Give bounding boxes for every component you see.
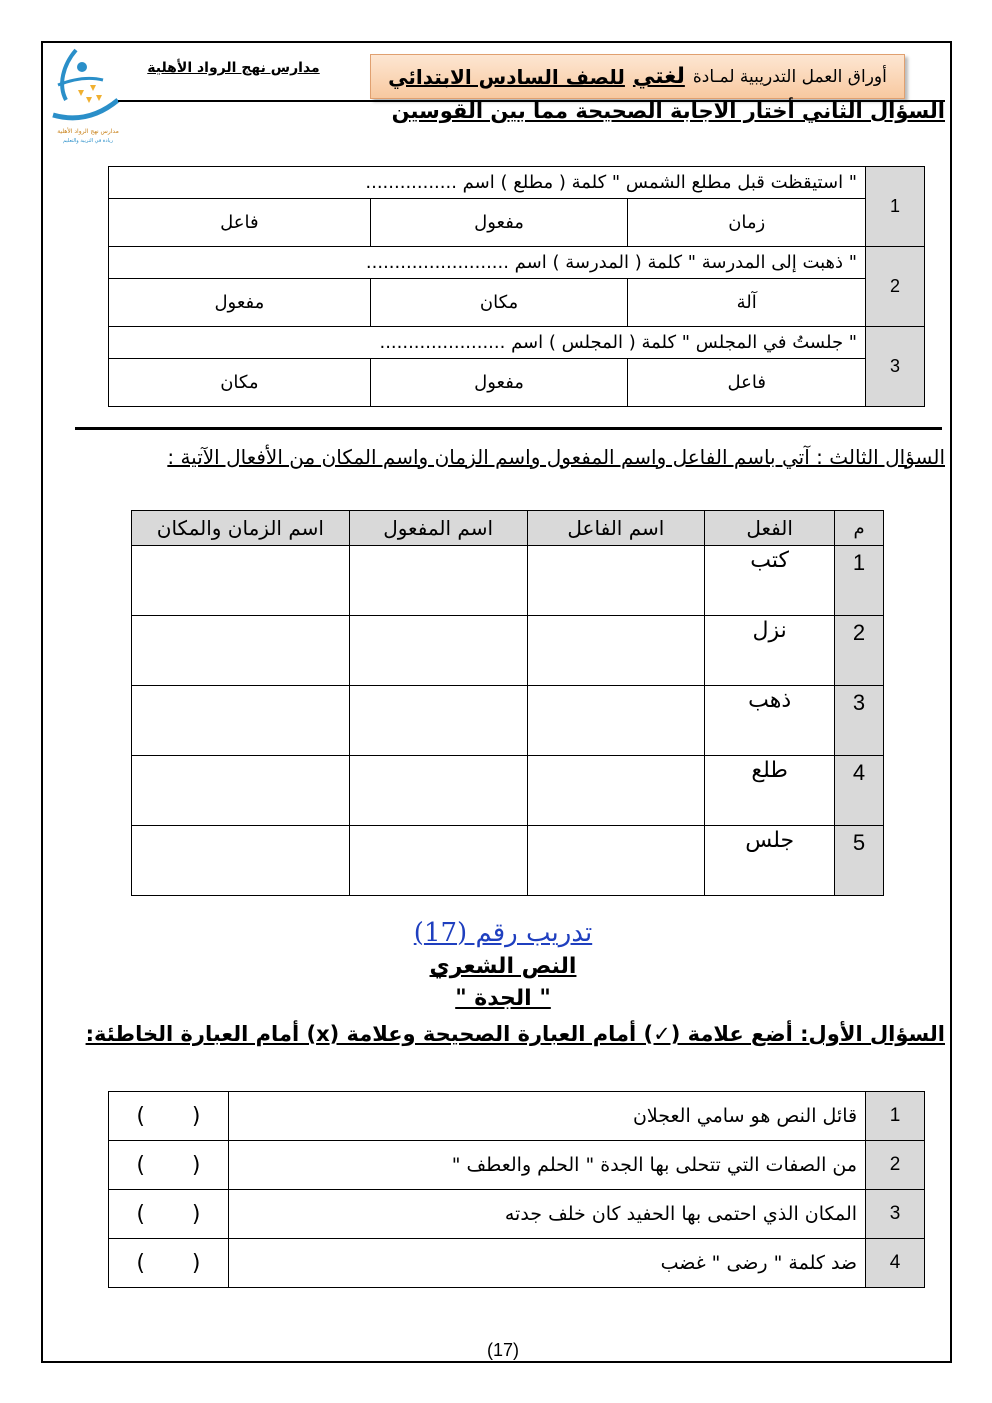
time-place-cell[interactable] <box>132 546 350 616</box>
statement-text: قائل النص هو سامي العجلان <box>228 1092 865 1141</box>
verb-cell: نزل <box>705 616 835 686</box>
active-participle-cell[interactable] <box>527 546 705 616</box>
q2-options-row <box>109 199 925 247</box>
row-number: 4 <box>835 756 884 826</box>
row-number: 1 <box>866 1092 925 1141</box>
statement-text: من الصفات التي تتحلى بها الجدة " الحلم والعطف " <box>228 1141 865 1190</box>
statement-text: ضد كلمة " رضى " غضب <box>228 1239 865 1288</box>
answer-option[interactable]: آلة <box>628 279 866 327</box>
item-sentence: " جلستُ في المجلس " كلمة ( المجلس ) اسم ...................... <box>109 327 866 359</box>
header-subject: لغتي <box>632 64 685 89</box>
q1-table-row <box>109 1190 925 1239</box>
col-header-time-place: اسم الزمان والمكان <box>132 511 350 546</box>
answer-option[interactable]: مفعول <box>370 199 628 247</box>
time-place-cell[interactable] <box>132 826 350 896</box>
q1-table-row <box>109 1141 925 1190</box>
school-logo <box>48 45 128 147</box>
q2-item-row <box>109 247 925 279</box>
q2-options-row <box>109 279 925 327</box>
answer-option[interactable]: فاعل <box>109 199 371 247</box>
passive-participle-cell[interactable] <box>349 546 527 616</box>
svg-text:مدارس نهج الرواد الأهلية: مدارس نهج الرواد الأهلية <box>57 128 119 135</box>
active-participle-cell[interactable] <box>527 756 705 826</box>
q3-table-row <box>132 616 884 686</box>
q3-table-row <box>132 756 884 826</box>
answer-option[interactable]: مفعول <box>370 359 628 407</box>
row-number: 4 <box>866 1239 925 1288</box>
verb-cell: طلع <box>705 756 835 826</box>
answer-parentheses[interactable]: ( ) <box>109 1190 229 1239</box>
training-title: تدريب رقم (17) <box>413 918 593 948</box>
row-number: 2 <box>866 1141 925 1190</box>
item-number: 1 <box>866 167 925 247</box>
verb-cell: جلس <box>705 826 835 896</box>
col-header-passive-participle: اسم المفعول <box>349 511 527 546</box>
time-place-cell[interactable] <box>132 756 350 826</box>
row-number: 1 <box>835 546 884 616</box>
q3-table-row <box>132 546 884 616</box>
answer-option[interactable]: مكان <box>109 359 371 407</box>
active-participle-cell[interactable] <box>527 616 705 686</box>
item-sentence: " استيقظت قبل مطلع الشمس " كلمة ( مطلع ) اسم ................ <box>109 167 866 199</box>
passive-participle-cell[interactable] <box>349 756 527 826</box>
q1-title: السؤال الأول: أضع علامة (✓) أمام العبارة الصحيحة وعلامة (x) أمام العبارة الخاطئة: <box>85 1022 945 1046</box>
q2-options-row <box>109 359 925 407</box>
col-header-num: م <box>835 511 884 546</box>
school-name: مدارس نهج الرواد الأهلية <box>147 60 320 76</box>
answer-option[interactable]: فاعل <box>628 359 866 407</box>
answer-option[interactable]: مكان <box>370 279 628 327</box>
header-title-part2: للصف السادس الابتدائي <box>388 64 625 89</box>
q2-title: السؤال الثاني أختار الاجابة الصحيحة مما بين القوسين <box>391 99 945 123</box>
passive-participle-cell[interactable] <box>349 616 527 686</box>
active-participle-cell[interactable] <box>527 826 705 896</box>
row-number: 2 <box>835 616 884 686</box>
row-number: 5 <box>835 826 884 896</box>
row-number: 3 <box>866 1190 925 1239</box>
poem-title: " الجدة " <box>455 986 551 1011</box>
page-number: (17) <box>486 1340 520 1360</box>
q1-table <box>108 1091 925 1288</box>
q2-table <box>108 166 925 407</box>
statement-text: المكان الذي احتمى بها الحفيد كان خلف جدته <box>228 1190 865 1239</box>
answer-parentheses[interactable]: ( ) <box>109 1141 229 1190</box>
answer-option[interactable]: زمان <box>628 199 866 247</box>
section-divider <box>75 427 942 430</box>
q2-item-row <box>109 327 925 359</box>
q1-table-row <box>109 1092 925 1141</box>
q2-item-row <box>109 167 925 199</box>
col-header-active-participle: اسم الفاعل <box>527 511 705 546</box>
active-participle-cell[interactable] <box>527 686 705 756</box>
q3-title: السؤال الثالث : آتي باسم الفاعل واسم المفعول واسم الزمان واسم المكان من الأفعال الآتية : <box>167 445 945 469</box>
row-number: 3 <box>835 686 884 756</box>
svg-text:ريادة في التربية والتعليم: ريادة في التربية والتعليم <box>62 138 114 144</box>
item-number: 3 <box>866 327 925 407</box>
time-place-cell[interactable] <box>132 616 350 686</box>
verb-cell: كتب <box>705 546 835 616</box>
col-header-verb: الفعل <box>705 511 835 546</box>
passive-participle-cell[interactable] <box>349 686 527 756</box>
q3-table-row <box>132 686 884 756</box>
item-number: 2 <box>866 247 925 327</box>
verb-cell: ذهب <box>705 686 835 756</box>
passive-participle-cell[interactable] <box>349 826 527 896</box>
header-title-part1: أوراق العمل التدريبية لمـادة <box>692 66 887 87</box>
header-banner <box>370 54 905 99</box>
training-subtitle: النص الشعري <box>429 954 577 979</box>
answer-parentheses[interactable]: ( ) <box>109 1092 229 1141</box>
q3-table-row <box>132 826 884 896</box>
q3-table <box>131 510 884 896</box>
q1-table-row <box>109 1239 925 1288</box>
item-sentence: " ذهبت إلى المدرسة " كلمة ( المدرسة ) اسم ......................... <box>109 247 866 279</box>
time-place-cell[interactable] <box>132 686 350 756</box>
answer-parentheses[interactable]: ( ) <box>109 1239 229 1288</box>
answer-option[interactable]: مفعول <box>109 279 371 327</box>
